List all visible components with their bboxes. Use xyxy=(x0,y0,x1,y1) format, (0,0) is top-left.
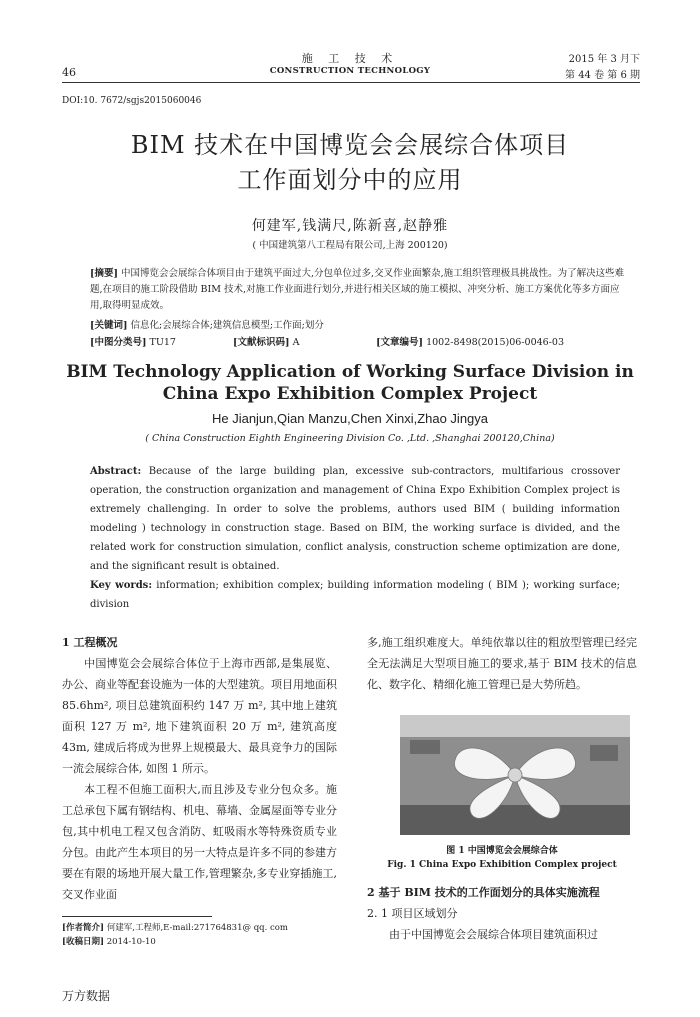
header-rule xyxy=(62,82,640,83)
journal-title-en: CONSTRUCTION TECHNOLOGY xyxy=(269,66,431,76)
keywords-en-text: information; exhibition complex; building information modeling ( BIM ); working surface; division xyxy=(90,580,620,610)
doc-code-value: A xyxy=(292,337,300,348)
article-no-value: 1002-8498(2015)06-0046-03 xyxy=(426,337,565,348)
title-cn-line-1: BIM 技术在中国博览会会展综合体项目 xyxy=(130,131,570,159)
footnote-author-text: 何建军,工程师,E-mail:271764831@ qq. com xyxy=(106,923,288,933)
page-number: 46 xyxy=(62,66,76,79)
article-no-label: [文章编号] xyxy=(376,337,424,348)
doi: DOI:10. 7672/sgjs2015060046 xyxy=(62,96,202,106)
authors-en: He Jianjun,Qian Manzu,Chen Xinxi,Zhao Jingya xyxy=(211,411,489,426)
abstract-cn-label: [摘要] xyxy=(90,268,118,279)
section-1-heading: 1 工程概况 xyxy=(62,636,118,649)
abstract-en-label: Abstract xyxy=(90,466,138,477)
issue-volume: 第 44 卷 第 6 期 xyxy=(565,70,640,81)
footnote-author xyxy=(62,922,288,935)
figure-1-caption-en: Fig. 1 China Expo Exhibition Complex project xyxy=(387,860,617,870)
watermark: 万方数据 xyxy=(62,989,111,1003)
affiliation-en: ( China Construction Eighth Engineering Division Co. ,Ltd. ,Shanghai 200120,China) xyxy=(145,433,555,444)
clc-value: TU17 xyxy=(149,337,176,348)
abstract-cn-text: 中国博览会会展综合体项目由于建筑平面过大,分包单位过多,交叉作业面繁杂,施工组织管理极具挑战性。为了解决这些难题,在项目的施工阶段借助 BIM 技术,对施工作业面进行划分,并进行相关区域的施工模拟、冲突分析、施工方案优化等多方面应用,取得明显成效。 xyxy=(90,268,625,311)
doc-code-label: [文献标识码] xyxy=(233,337,290,348)
keywords-en-label: Key words xyxy=(90,580,149,591)
footnote-rule xyxy=(62,916,212,917)
classification-row xyxy=(90,335,630,351)
issue-date: 2015 年 3 月下 xyxy=(568,54,640,65)
title-cn-line-2: 工作面划分中的应用 xyxy=(237,166,463,194)
title-en-line-2: China Expo Exhibition Complex Project xyxy=(162,384,538,404)
abstract-en: Abstract: Because of the large building plan, excessive sub-contractors, multifarious crossover operation, the construction organization and management of China Expo Exhibition Complex project is extremely challenging. In order to solve the problems, authors used BIM ( building information modeling ) technology in construction stage. Based on BIM, the working surface is divided, and the related work for construction simulation, conflict analysis, construction scheme optimization are done, and the significant result is obtained. xyxy=(90,466,621,572)
journal-title-cn: 施 工 技 术 xyxy=(301,52,399,65)
abstract-cn xyxy=(90,266,630,314)
right-column-top xyxy=(367,632,637,695)
title-en-line-1: BIM Technology Application of Working Surface Division in xyxy=(66,362,634,382)
figure-1-caption-cn: 图 1 中国博览会会展综合体 xyxy=(446,846,558,856)
authors-cn: 何建军,钱满尺,陈新喜,赵静雅 xyxy=(251,218,449,234)
figure-1-image xyxy=(400,715,630,835)
right-column-bottom xyxy=(367,882,637,945)
abstract-en-text: Because of the large building plan, excessive sub-contractors, multifarious crossover operation, the construction organization and management of China Expo Exhibition Complex project is extremely challenging. In order to solve the problems, authors used BIM ( building information modeling ) technology in construction stage. Based on BIM, the working surface is divided, and the related work for construction simulation, conflict analysis, construction scheme optimization are done, and the significant result is obtained. xyxy=(90,466,621,572)
left-column xyxy=(62,632,337,905)
clc-label: [中图分类号] xyxy=(90,337,147,348)
keywords-cn-label: [关键词] xyxy=(90,320,128,331)
section-2-1-paragraph: 由于中国博览会会展综合体项目建筑面积过 xyxy=(389,928,598,941)
keywords-en: Key words: information; exhibition complex; building information modeling ( BIM ); working surface; division xyxy=(90,580,620,610)
section-1-paragraph-2-continued: 多,施工组织难度大。单纯依靠以往的粗放型管理已经完全无法满足大型项目施工的要求,基于 BIM 技术的信息化、数字化、精细化施工管理已是大势所趋。 xyxy=(367,636,637,691)
footnote-received xyxy=(62,936,156,949)
footnote-date-label: [收稿日期] xyxy=(62,937,105,947)
footnote-author-label: [作者简介] xyxy=(62,923,105,933)
section-1-paragraph-1: 中国博览会会展综合体位于上海市西部,是集展览、办公、商业等配套设施为一体的大型建筑。项目用地面积 85.6hm², 项目总建筑面积约 147 万 m², 其中地上建筑面积 127 万 m², 地下建筑面积 20 万 m², 建筑高度 43m, 建成后将成为世界上规模最大、最具竞争力的国际一流会展综合体, 如图 1 所示。 xyxy=(62,657,337,775)
footnote-date-text: 2014-10-10 xyxy=(106,937,156,947)
section-2-heading: 2 基于 BIM 技术的工作面划分的具体实施流程 xyxy=(367,886,600,899)
section-2-1-heading: 2. 1 项目区域划分 xyxy=(367,907,458,920)
keywords-cn xyxy=(90,318,630,334)
section-1-paragraph-2: 本工程不但施工面积大,而且涉及专业分包众多。施工总承包下属有钢结构、机电、幕墙、金属屋面等专业分包,其中机电工程又包含消防、虹吸雨水等特殊资质专业分包。由此产生本项目的另一大特点是许多不同的参建方要在有限的场地开展大量工作,管理繁杂,多专业穿插施工,交叉作业面 xyxy=(62,783,337,901)
affiliation-cn: ( 中国建筑第八工程局有限公司,上海 200120) xyxy=(252,240,448,251)
keywords-cn-text: 信息化;会展综合体;建筑信息模型;工作面;划分 xyxy=(130,320,324,331)
